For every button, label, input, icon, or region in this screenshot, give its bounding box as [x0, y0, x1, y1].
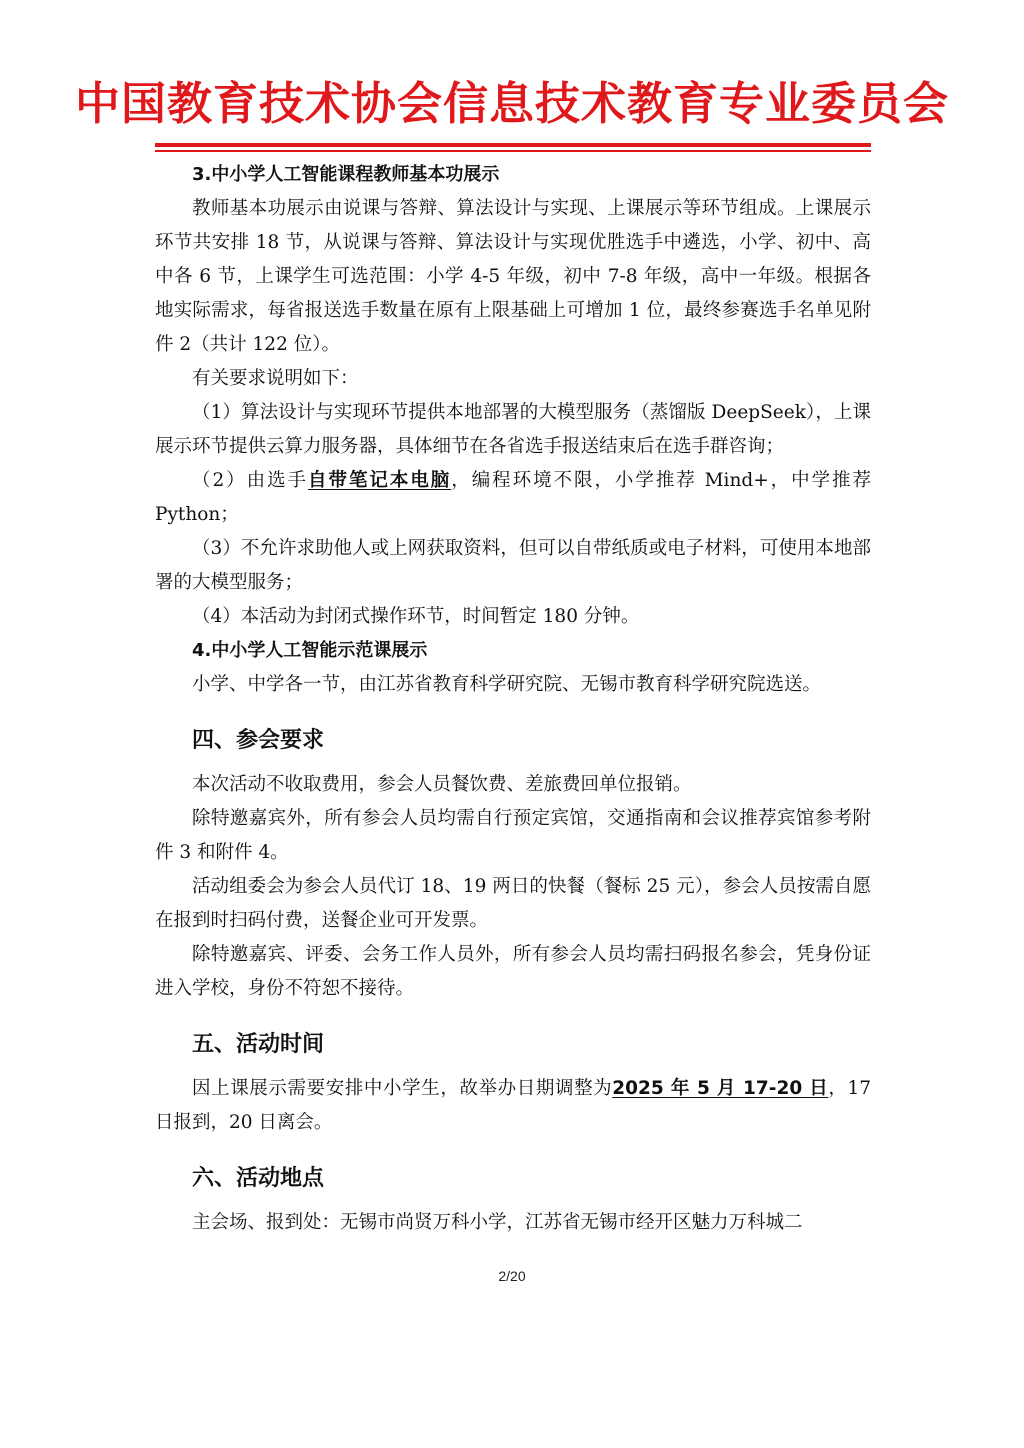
section4-paragraph-3: 活动组委会为参会人员代订 18、19 两日的快餐（餐标 25 元），参会人员按需自愿在报到时扫码付费，送餐企业可开发票。: [155, 876, 871, 931]
item3-requirement-3: （3）不允许求助他人或上网获取资料，但可以自带纸质或电子材料，可使用本地部署的大模型服务；: [155, 538, 871, 593]
item3-requirement-4: （4）本活动为封闭式操作环节，时间暂定 180 分钟。: [192, 606, 640, 627]
section4-paragraph-1: 本次活动不收取费用，参会人员餐饮费、差旅费回单位报销。: [192, 774, 692, 795]
page-number: 2/20: [498, 1268, 526, 1284]
section5-paragraph: [155, 1072, 871, 1140]
item3-requirement-2: [155, 464, 871, 532]
letterhead-title: 中国教育技术协会信息技术教育专业委员会: [74, 77, 949, 130]
document-body: [155, 158, 871, 1240]
event-date-underlined: 2025 年 5 月 17-20 日: [612, 1078, 829, 1099]
letterhead-rule-thin: [155, 150, 871, 152]
section6-heading: 六、活动地点: [192, 1166, 325, 1191]
item3-heading: 3.中小学人工智能课程教师基本功展示: [192, 164, 500, 185]
section4-paragraph-4: 除特邀嘉宾、评委、会务工作人员外，所有参会人员均需扫码报名参会，凭身份证进入学校，身份不符恕不接待。: [155, 944, 871, 999]
req2-suffix: ，编程环境不限，小学推荐 Mind+，中学推荐 Python；: [155, 470, 871, 525]
item3-paragraph: 教师基本功展示由说课与答辩、算法设计与实现、上课展示等环节组成。上课展示环节共安排 18 节，从说课与答辩、算法设计与实现优胜选手中遴选，小学、初中、高中各 6 节，上课学生可选范围：小学 4-5 年级，初中 7-8 年级，高中一年级。根据各地实际需求，每省报送选手数量在原有上限基础上可增加 1 位，最终参赛选手名单见附件 2（共计 122 位）。: [155, 198, 871, 355]
section5-heading: 五、活动时间: [192, 1032, 325, 1057]
item3-intro: 有关要求说明如下：: [192, 368, 359, 389]
req2-prefix: （2）由选手: [192, 470, 309, 491]
section4-heading: 四、参会要求: [192, 728, 325, 753]
section6-paragraph: 主会场、报到处：无锡市尚贤万科小学，江苏省无锡市经开区魅力万科城二: [192, 1212, 803, 1233]
section5-suffix: ，17 日报到，20 日离会。: [155, 1078, 871, 1133]
item4-heading: 4.中小学人工智能示范课展示: [192, 640, 428, 661]
item4-paragraph: 小学、中学各一节，由江苏省教育科学研究院、无锡市教育科学研究院选送。: [192, 674, 822, 695]
req2-laptop-underlined: 自带笔记本电脑: [308, 470, 452, 491]
section5-prefix: 因上课展示需要安排中小学生，故举办日期调整为: [192, 1078, 613, 1099]
letterhead-rule-thick: [155, 143, 871, 147]
item3-requirement-1: （1）算法设计与实现环节提供本地部署的大模型服务（蒸馏版 DeepSeek），上课展示环节提供云算力服务器，具体细节在各省选手报送结束后在选手群咨询；: [155, 402, 871, 457]
section4-paragraph-2: 除特邀嘉宾外，所有参会人员均需自行预定宾馆，交通指南和会议推荐宾馆参考附件 3 和附件 4。: [155, 808, 871, 863]
